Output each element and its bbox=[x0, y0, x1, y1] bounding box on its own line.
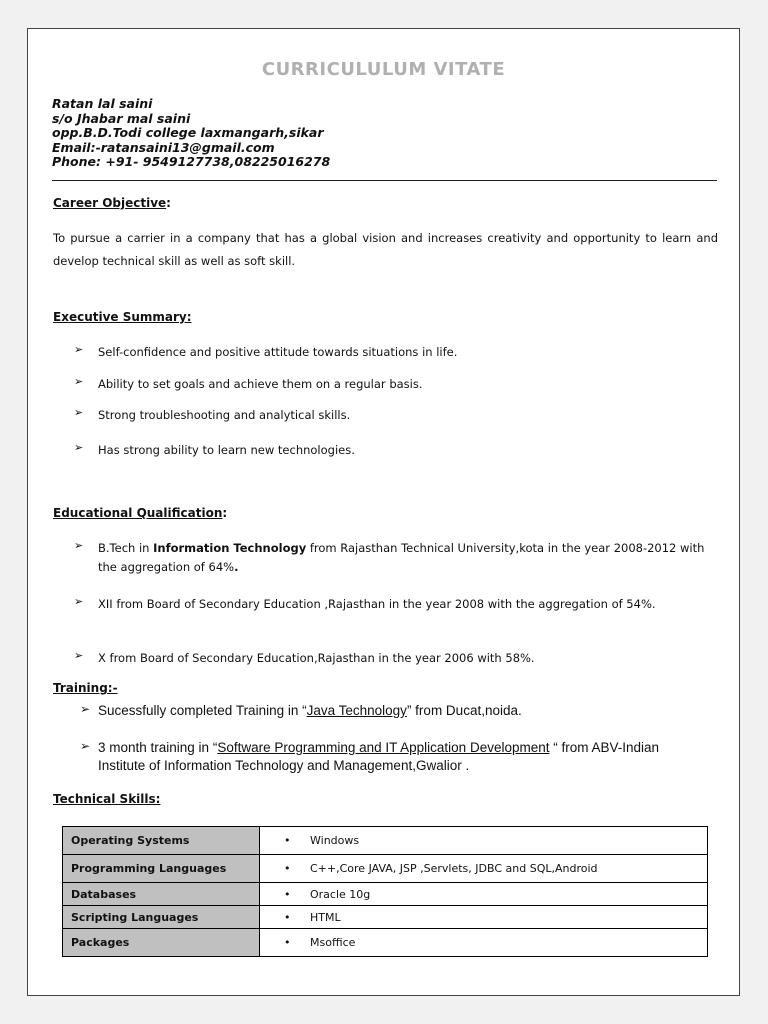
technical-skills-heading: Technical Skills: bbox=[53, 792, 161, 806]
list-item: ➢ Strong troubleshooting and analytical skills. bbox=[74, 406, 351, 422]
arrow-bullet-icon: ➢ bbox=[74, 375, 84, 388]
email: Email:-ratansaini13@gmail.com bbox=[52, 139, 275, 155]
skill-value: • C++,Core JAVA, JSP ,Servlets, JDBC and SQL,Android bbox=[260, 855, 708, 883]
arrow-bullet-icon: ➢ bbox=[80, 739, 91, 753]
list-item: ➢ X from Board of Secondary Education,Rajasthan in the year 2006 with 58%. bbox=[74, 649, 535, 665]
list-item: ➢ Self-confidence and positive attitude towards situations in life. bbox=[74, 343, 458, 359]
arrow-bullet-icon: ➢ bbox=[74, 441, 84, 454]
skill-category: Databases bbox=[63, 883, 260, 906]
career-objective-text: To pursue a carrier in a company that has a global vision and increases creativity and opportunity to learn and develop technical skill as well as soft skill. bbox=[53, 231, 718, 268]
skill-value: • HTML bbox=[260, 906, 708, 929]
skill-category: Packages bbox=[63, 929, 260, 957]
training-item: ➢ Sucessfully completed Training in “Java Technology” from Ducat,noida. bbox=[80, 702, 522, 718]
table-row bbox=[63, 883, 708, 906]
executive-summary-heading: Executive Summary: bbox=[53, 310, 192, 324]
candidate-name: Ratan lal saini bbox=[52, 96, 153, 111]
skill-category: Programming Languages bbox=[63, 855, 260, 883]
phone: Phone: +91- 9549127738,08225016278 bbox=[52, 154, 331, 169]
table-row bbox=[63, 827, 708, 855]
document-title: CURRICULULUM VITATE bbox=[261, 59, 506, 80]
arrow-bullet-icon: ➢ bbox=[80, 702, 91, 716]
list-item: ➢ B.Tech in Information Technology from Rajasthan Technical University,kota in the year 2008-2012 with the aggregation of 64%. bbox=[74, 539, 705, 574]
list-item: ➢ XII from Board of Secondary Education ,Rajasthan in the year 2008 with the aggregation of 54%. bbox=[74, 595, 656, 611]
skill-category: Operating Systems bbox=[63, 827, 260, 855]
father-name: s/o Jhabar mal saini bbox=[52, 110, 191, 126]
address: opp.B.D.Todi college laxmangarh,sikar bbox=[52, 125, 324, 140]
arrow-bullet-icon: ➢ bbox=[74, 595, 84, 608]
list-item: ➢ Ability to set goals and achieve them on a regular basis. bbox=[74, 375, 423, 391]
arrow-bullet-icon: ➢ bbox=[74, 406, 84, 419]
arrow-bullet-icon: ➢ bbox=[74, 539, 84, 552]
resume-page bbox=[27, 28, 740, 996]
skill-value: • Msoffice bbox=[260, 929, 708, 957]
arrow-bullet-icon: ➢ bbox=[74, 649, 84, 662]
table-row bbox=[63, 906, 708, 929]
table-row bbox=[63, 929, 708, 957]
training-item: ➢ 3 month training in “Software Programming and IT Application Development “ from ABV-Indian Institute of Information Technology and Management,Gwalior . bbox=[80, 739, 660, 773]
training-heading: Training:- bbox=[53, 681, 118, 695]
skill-value: • Oracle 10g bbox=[260, 883, 708, 906]
skill-category: Scripting Languages bbox=[63, 906, 260, 929]
header-divider bbox=[52, 180, 717, 181]
list-item: ➢ Has strong ability to learn new technologies. bbox=[74, 441, 355, 457]
arrow-bullet-icon: ➢ bbox=[74, 343, 84, 356]
education-heading: Educational Qualification: bbox=[53, 506, 228, 520]
contact-block bbox=[52, 97, 330, 170]
skills-table bbox=[62, 826, 708, 957]
skill-value: • Windows bbox=[260, 827, 708, 855]
table-row bbox=[63, 855, 708, 883]
career-objective-heading: Career Objective: bbox=[53, 196, 171, 210]
